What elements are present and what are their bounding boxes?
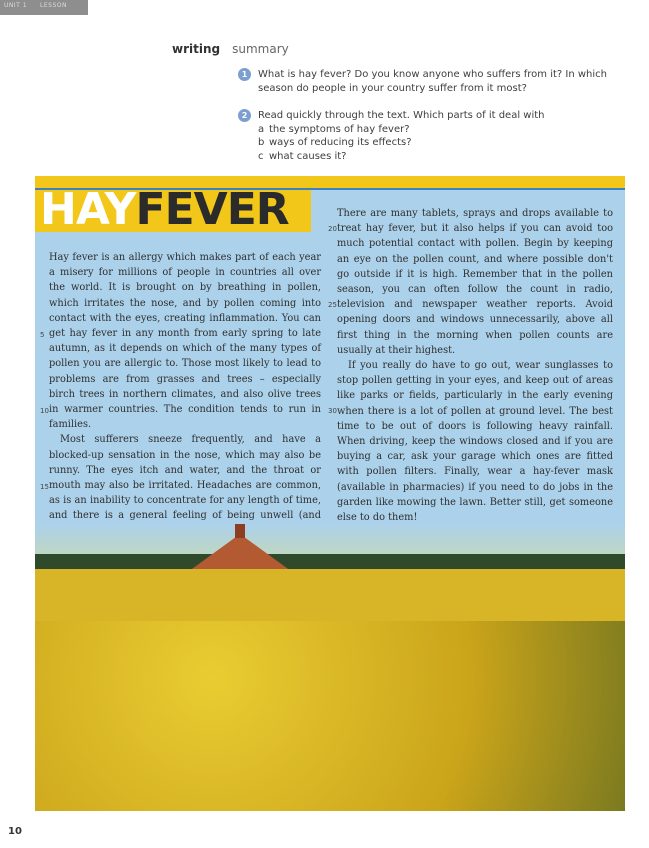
unit-tab (0, 0, 88, 15)
topic-label: summary (232, 42, 289, 56)
option-letter: a (258, 123, 265, 135)
question-number-badge: 1 (238, 68, 251, 81)
option-text: ways of reducing its effects? (269, 137, 412, 148)
question-2 (238, 109, 628, 163)
line-number: 15 (40, 483, 49, 491)
paragraph: Most sufferers sneeze frequently, and have a blocked-up sensation in the nose, which may also be runny. The eyes itch and water, and the throat or mouth may also be irritated. Headaches are common, as is an inability to concentrate for any length of time, and there is a general feeling of being unwell (and (49, 434, 321, 522)
line-number: 5 (40, 331, 45, 339)
unit-tab-left: UNIT 1 (4, 2, 28, 9)
option-c (258, 150, 628, 164)
section-heading (172, 42, 289, 56)
option-text: the symptoms of hay fever? (269, 123, 410, 135)
title-hay: HAY (40, 184, 136, 235)
title-fever: FEVER (135, 184, 289, 235)
question-text: Read quickly through the text. Which parts of it deal with (258, 110, 545, 121)
paragraph: Hay fever is an allergy which makes part of each year a misery for millions of people in countries all over the world. It is brought on by breathing in pollen, which irritates the nose, and by pollen coming into contact with the eyes, creating inflammation. You can get hay fever in any month from early spring to late autumn, as it depends on which of the many types of pollen you are allergic to. Those most likely to lead to problems are from grasses and trees – especially birch trees in northern climates, and also olive trees in warmer countries. The condition tends to run in families. (49, 252, 321, 431)
question-text: What is hay fever? Do you know anyone who suffers from it? In which season do people in your country suffer from it most? (258, 69, 607, 94)
rapeseed-field-photo (35, 524, 625, 621)
option-a (258, 123, 628, 137)
question-1 (238, 68, 628, 95)
option-b (258, 136, 628, 150)
option-text: what causes it? (269, 150, 347, 162)
line-number: 25 (328, 301, 337, 309)
article-column-2 (328, 206, 613, 525)
paragraph: There are many tablets, sprays and drops available to treat hay fever, but it also helps if you can avoid too much potential contact with pollen. Begin by keeping an eye on the pollen count, and where possible don't go outside if it is high. Remember that in the pollen season, you can often follow the count in radio, television and newspaper weather reports. Avoid opening doors and windows unnecessarily, above all first thing in the morning when pollen counts are usually at their highest. (337, 208, 613, 356)
option-letter: c (258, 150, 264, 162)
field (35, 569, 625, 621)
section-label: writing (172, 42, 221, 56)
option-letter: b (258, 137, 265, 148)
line-number: 10 (40, 407, 49, 415)
field-photo-lower (35, 621, 625, 811)
article-title (40, 184, 289, 235)
title-box (35, 184, 311, 235)
page-number: 10 (8, 826, 22, 837)
line-number: 30 (328, 407, 337, 415)
house-chimney (235, 524, 245, 538)
question-number-badge: 2 (238, 109, 251, 122)
unit-tab-right: LESSON (40, 2, 67, 9)
field-house-illustration (35, 524, 625, 621)
article-column-1 (40, 250, 321, 539)
line-number: 20 (328, 225, 337, 233)
article-panel (35, 176, 625, 621)
paragraph: If you really do have to go out, wear sunglasses to stop pollen getting in your eyes, and keep out of areas like parks or fields, particularly in the early evening when there is a lot of pollen at ground level. The best time to be out of doors is following heavy rainfall. When driving, keep the windows closed and if you are buying a car, ask your garage which ones are fitted with pollen filters. Finally, wear a hay-fever mask (available in pharmacies) if you need to do jobs in the garden like mowing the lawn. Better still, get someone else to do them! (337, 360, 613, 524)
